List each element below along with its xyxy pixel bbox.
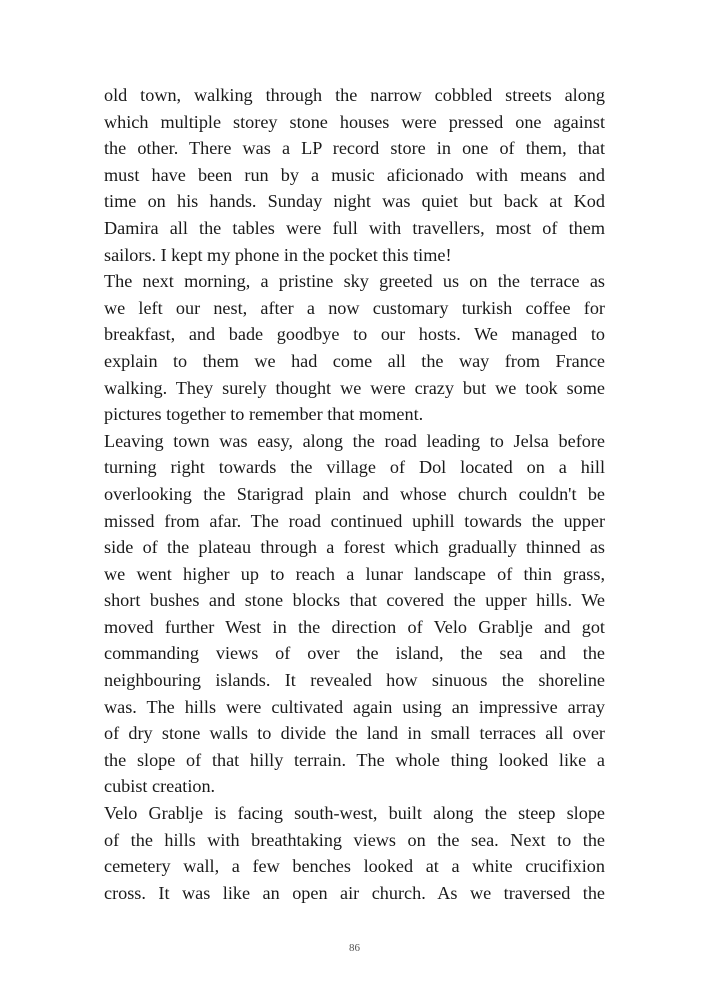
text-line: we went higher up to reach a lunar landscape of thin grass, xyxy=(104,563,605,584)
page-number: 86 xyxy=(349,942,360,954)
text-line: The next morning, a pristine sky greeted us on the terrace as xyxy=(104,271,605,292)
text-line: pictures together to remember that moment. xyxy=(104,404,424,425)
text-line: Velo Grablje is facing south-west, built along the steep slope xyxy=(104,803,605,824)
text-line: missed from afar. The road continued uphill towards the upper xyxy=(104,510,605,531)
text-line: of the hills with breathtaking views on the sea. Next to the xyxy=(104,829,605,850)
text-line: cemetery wall, a few benches looked at a white crucifixion xyxy=(104,856,605,877)
text-line: breakfast, and bade goodbye to our hosts. We managed to xyxy=(104,324,605,345)
text-line: explain to them we had come all the way from France xyxy=(104,350,605,371)
text-line: Damira all the tables were full with travellers, most of them xyxy=(104,217,605,238)
text-line: moved further West in the direction of Velo Grablje and got xyxy=(104,616,605,637)
text-line: turning right towards the village of Dol located on a hill xyxy=(104,457,605,478)
text-line: side of the plateau through a forest which gradually thinned as xyxy=(104,537,605,558)
text-line: which multiple storey stone houses were pressed one against xyxy=(104,111,605,132)
paragraph xyxy=(104,268,605,428)
text-line: was. The hills were cultivated again using an impressive array xyxy=(104,696,605,717)
paragraph xyxy=(104,800,605,906)
paragraph xyxy=(104,82,605,268)
text-line: old town, walking through the narrow cobbled streets along xyxy=(104,85,605,105)
text-line: we left our nest, after a now customary turkish coffee for xyxy=(104,297,605,318)
body-text xyxy=(104,82,605,906)
text-line: must have been run by a music aficionado with means and xyxy=(104,164,605,185)
text-line: overlooking the Starigrad plain and whose church couldn't be xyxy=(104,483,605,504)
text-line: neighbouring islands. It revealed how sinuous the shoreline xyxy=(104,670,605,691)
text-line: of dry stone walls to divide the land in small terraces all over xyxy=(104,723,605,744)
text-line: time on his hands. Sunday night was quiet but back at Kod xyxy=(104,191,605,212)
text-line: Leaving town was easy, along the road leading to Jelsa before xyxy=(104,430,605,451)
paragraph xyxy=(104,428,605,800)
text-line: walking. They surely thought we were crazy but we took some xyxy=(104,377,605,398)
text-line: short bushes and stone blocks that covered the upper hills. We xyxy=(104,590,605,611)
text-line: cubist creation. xyxy=(104,776,216,797)
text-line: sailors. I kept my phone in the pocket this time! xyxy=(104,244,452,265)
text-line: cross. It was like an open air church. As we traversed the xyxy=(104,882,605,903)
text-line: the slope of that hilly terrain. The whole thing looked like a xyxy=(104,749,605,770)
text-line: commanding views of over the island, the sea and the xyxy=(104,643,605,664)
text-line: the other. There was a LP record store in one of them, that xyxy=(104,138,605,159)
